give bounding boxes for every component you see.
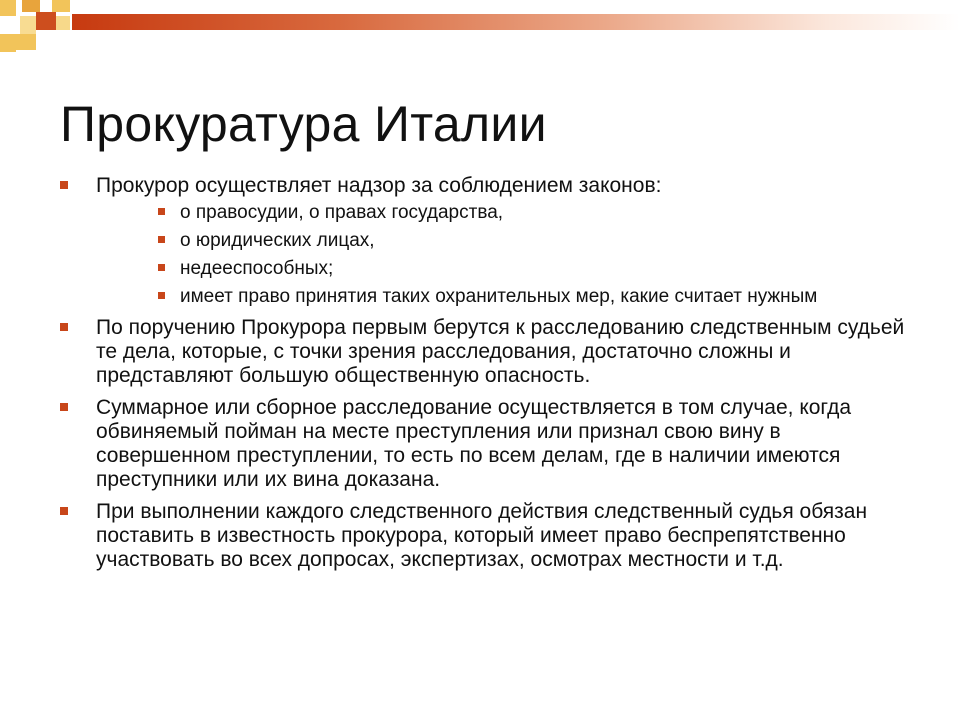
square-bullet-icon: [60, 507, 68, 515]
decor-square: [0, 0, 16, 16]
sub-list-item-text: имеет право принятия таких охранительных мер, какие считает нужным: [180, 286, 818, 307]
sub-list-item: [96, 258, 918, 280]
decor-square: [16, 34, 36, 50]
slide-title: Прокуратура Италии: [60, 96, 547, 152]
bullet-list: [58, 174, 918, 572]
sub-list-item: [96, 202, 918, 224]
decor-square: [52, 0, 70, 12]
header-gradient-bar: [72, 14, 960, 30]
list-item-text: Прокурор осуществляет надзор за соблюдением законов:: [96, 174, 662, 197]
decor-square: [0, 34, 16, 52]
square-bullet-icon: [60, 323, 68, 331]
slide-content: [58, 174, 918, 580]
square-bullet-icon: [158, 236, 165, 243]
sub-list-item: [96, 286, 918, 308]
sub-list-item-text: о правосудии, о правах государства,: [180, 202, 504, 223]
square-bullet-icon: [60, 403, 68, 411]
sub-list-item: [96, 230, 918, 252]
list-item: [58, 174, 918, 308]
square-bullet-icon: [158, 208, 165, 215]
sub-list-item-text: недееспособных;: [180, 258, 334, 279]
header-decoration: [0, 0, 960, 70]
decor-square: [20, 16, 36, 34]
list-item-text: По поручению Прокурора первым берутся к расследованию следственным судьей те дела, которые, с точки зрения расследования, достаточно сложны и представляют большую общественную опасность.: [96, 316, 905, 387]
sub-bullet-list: [96, 202, 918, 308]
sub-list-item-text: о юридических лицах,: [180, 230, 375, 251]
decor-square: [22, 0, 40, 12]
list-item-text: При выполнении каждого следственного действия следственный судья обязан поставить в известность прокурора, который имеет право беспрепятственно участвовать во всех допросах, экспертизах, осмотрах местности и т.д.: [96, 500, 868, 571]
list-item: [58, 500, 918, 572]
decor-square: [36, 12, 56, 30]
square-bullet-icon: [158, 264, 165, 271]
decor-square: [56, 16, 70, 30]
square-bullet-icon: [60, 181, 68, 189]
list-item: [58, 316, 918, 388]
list-item: [58, 396, 918, 492]
square-bullet-icon: [158, 292, 165, 299]
list-item-text: Суммарное или сборное расследование осуществляется в том случае, когда обвиняемый пойман на месте преступления или признал свою вину в совершенном преступлении, то есть по всем делам, где в наличии имеются преступники или их вина доказана.: [96, 396, 852, 491]
